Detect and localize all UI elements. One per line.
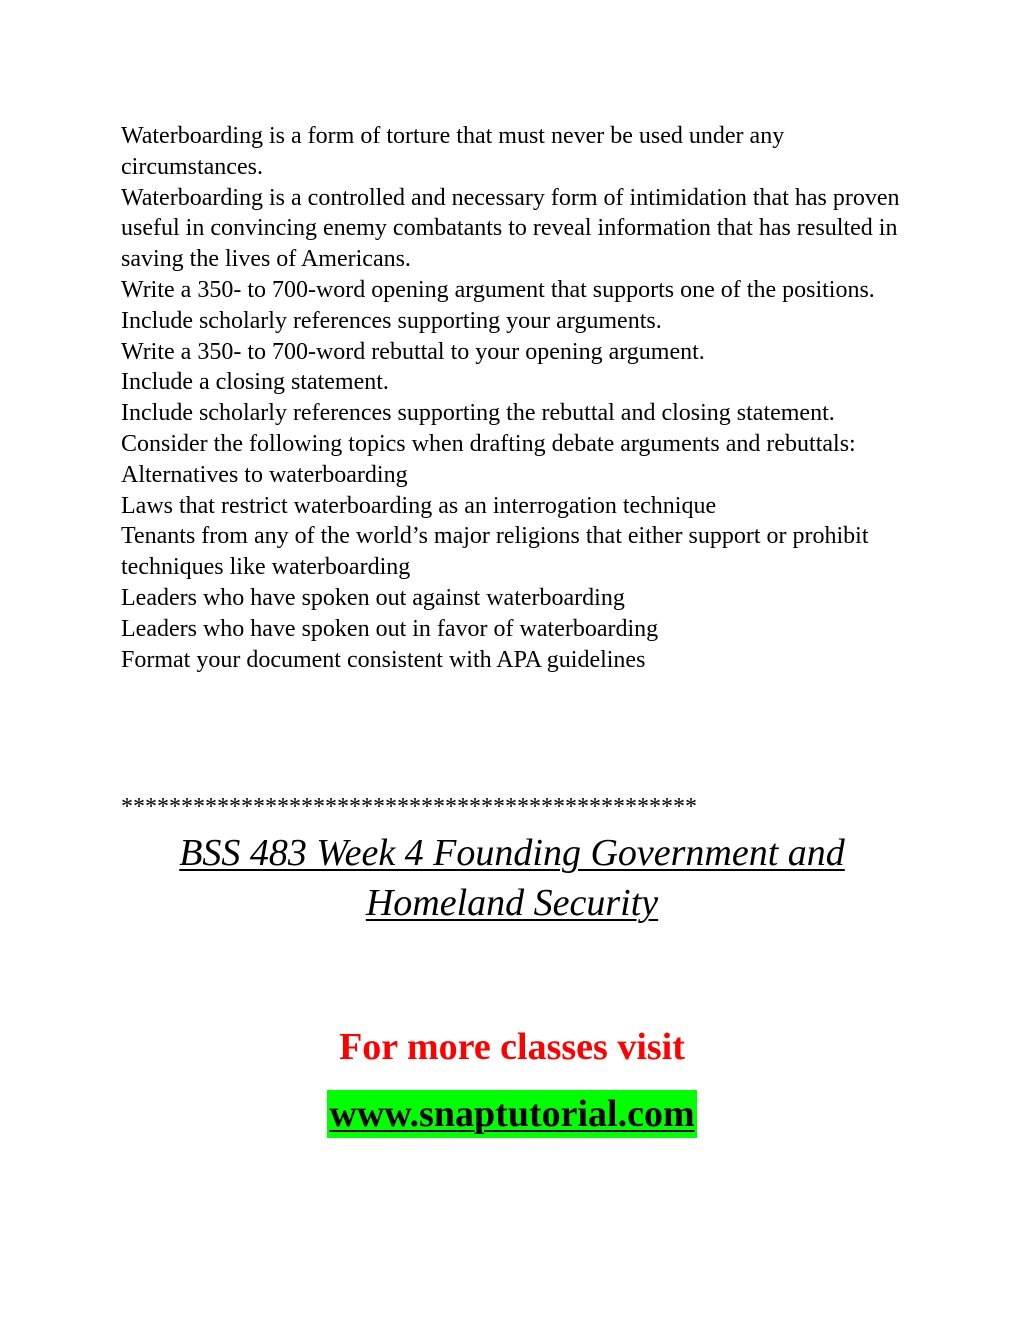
paragraph: Leaders who have spoken out in favor of waterboarding	[121, 615, 659, 642]
paragraph: Include scholarly references supporting your arguments.	[121, 307, 662, 334]
separator: ************************************************	[121, 794, 697, 820]
website-link-wrapper	[112, 1090, 912, 1138]
paragraph: Tenants from any of the world’s major religions that either support or prohibit techniques like waterboarding	[121, 523, 869, 581]
paragraph: Include scholarly references supporting the rebuttal and closing statement.	[121, 400, 835, 427]
website-link[interactable]: www.snaptutorial.com	[327, 1090, 696, 1138]
assignment-text	[121, 121, 921, 675]
paragraph: Write a 350- to 700-word opening argument that supports one of the positions.	[121, 276, 875, 303]
paragraph: Format your document consistent with APA guidelines	[121, 646, 646, 673]
paragraph: Waterboarding is a controlled and necessary form of intimidation that has proven useful in convincing enemy combatants to reveal information that has resulted in saving the lives of Americans.	[121, 184, 900, 273]
paragraph: Leaders who have spoken out against waterboarding	[121, 584, 625, 611]
paragraph: Write a 350- to 700-word rebuttal to your opening argument.	[121, 338, 705, 365]
paragraph: Include a closing statement.	[121, 369, 389, 396]
paragraph: Consider the following topics when drafting debate arguments and rebuttals:	[121, 430, 856, 457]
course-title: BSS 483 Week 4 Founding Government and Homeland Security	[179, 832, 845, 924]
paragraph: Waterboarding is a form of torture that must never be used under any circumstances.	[121, 123, 785, 180]
paragraph: Alternatives to waterboarding	[121, 461, 408, 488]
paragraph: Laws that restrict waterboarding as an interrogation technique	[121, 492, 717, 519]
promo-text: For more classes visit	[339, 1026, 685, 1068]
